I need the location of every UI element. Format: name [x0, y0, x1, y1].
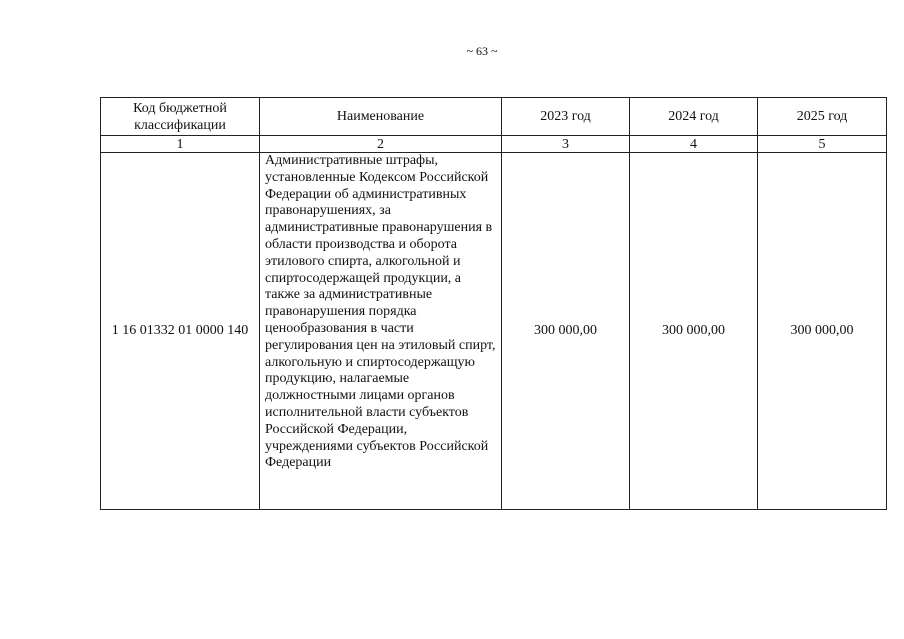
budget-table: [100, 97, 887, 510]
column-number: 1: [101, 136, 260, 153]
value-2025-cell: 300 000,00: [758, 153, 887, 510]
table-header-row: [101, 98, 887, 136]
header-2024: 2024 год: [630, 98, 758, 136]
value-2024-cell: 300 000,00: [630, 153, 758, 510]
column-number-row: [101, 136, 887, 153]
page-number: ~ 63 ~: [466, 44, 498, 58]
table-row: [101, 153, 887, 510]
header-code: Код бюджетной классификации: [101, 98, 260, 136]
header-name: Наименование: [260, 98, 502, 136]
description-cell: Административные штрафы, установленные Кодексом Российской Федерации об административных правонарушениях, за административные правонарушения в области производства и оборота этилового спирта, алкогольной и спиртосодержащей продукции, а также за административные правонарушения порядка ценообразования в части регулирования цен на этиловый спирт, алкогольную и спиртосодержащую продукцию, налагаемые должностными лицами органов исполнительной власти субъектов Российской Федерации, учреждениями субъектов Российской Федерации: [260, 153, 502, 510]
header-2025: 2025 год: [758, 98, 887, 136]
column-number: 4: [630, 136, 758, 153]
column-number: 5: [758, 136, 887, 153]
column-number: 2: [260, 136, 502, 153]
column-number: 3: [502, 136, 630, 153]
value-2023-cell: 300 000,00: [502, 153, 630, 510]
budget-code-cell: 1 16 01332 01 0000 140: [101, 153, 260, 510]
header-2023: 2023 год: [502, 98, 630, 136]
